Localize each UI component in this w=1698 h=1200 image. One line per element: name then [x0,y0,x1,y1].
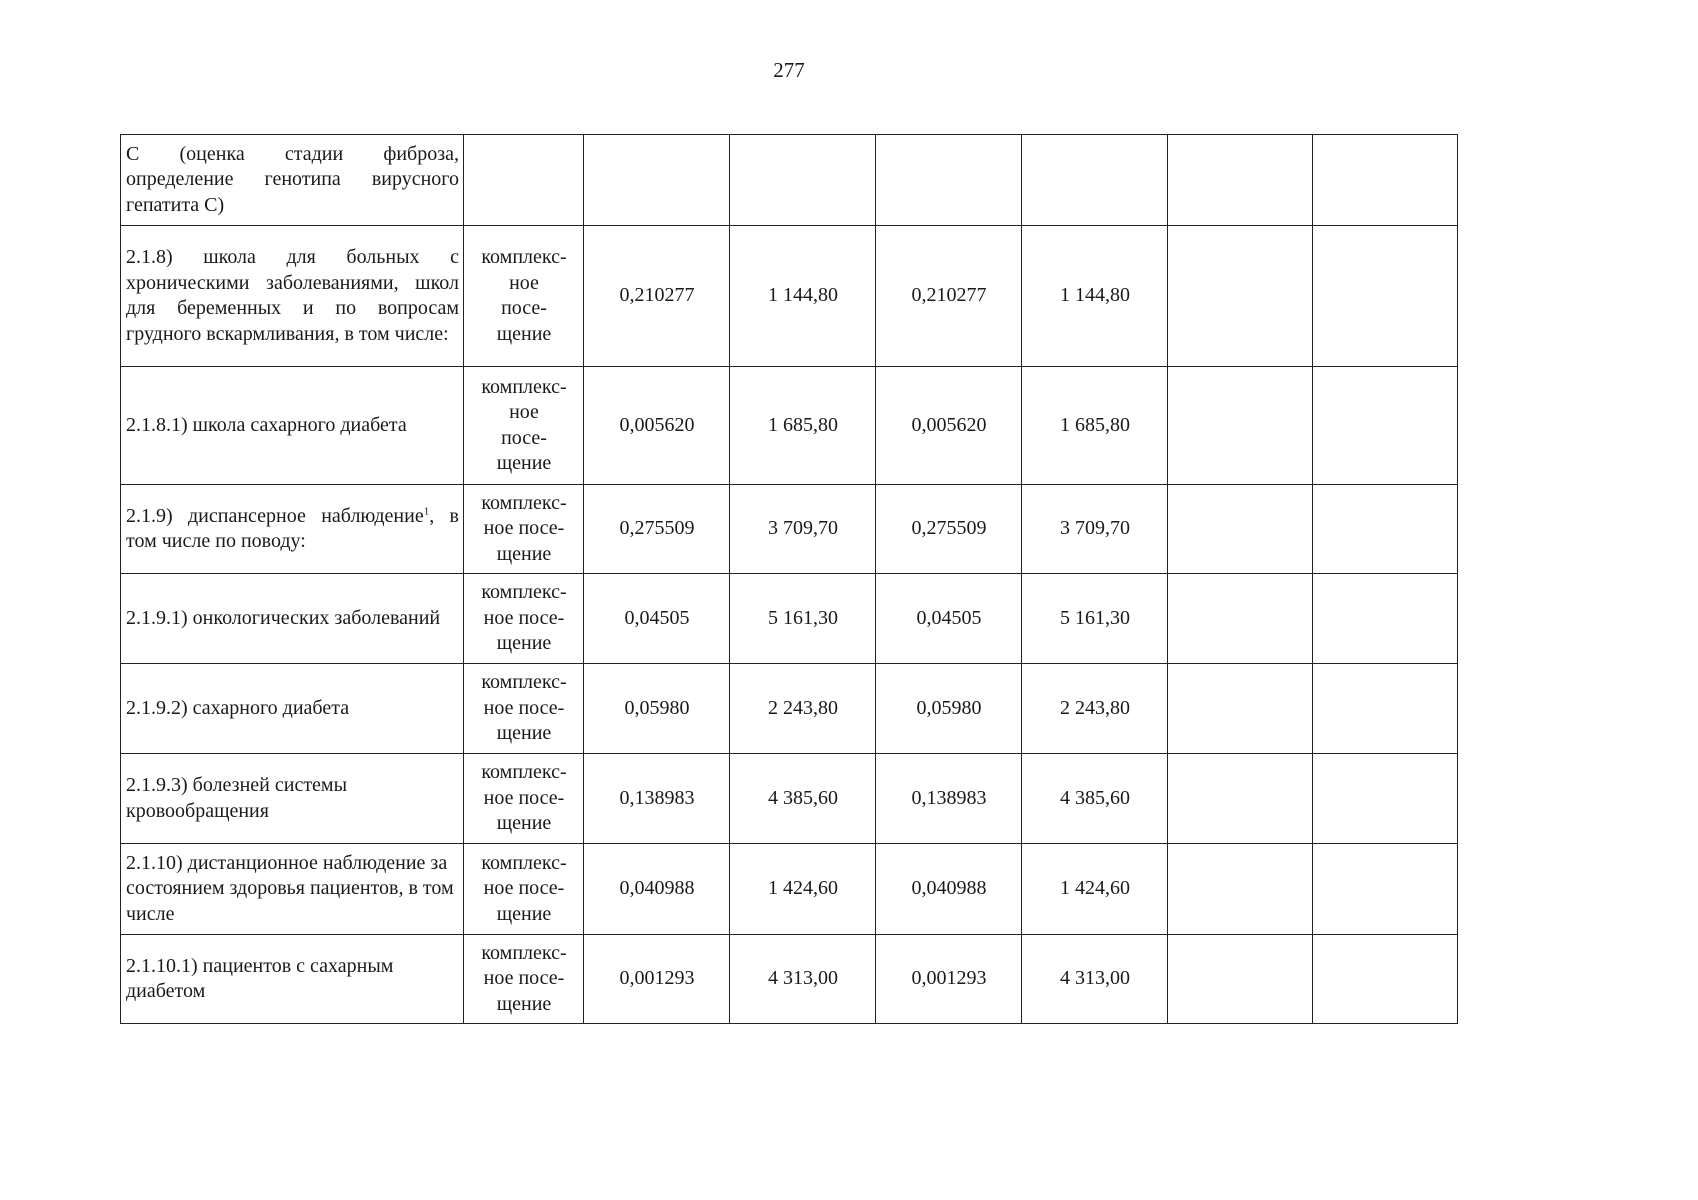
row-value-col5: 0,04505 [876,574,1022,664]
row-value-col8 [1313,226,1458,367]
row-value-col4: 4 385,60 [730,754,876,844]
row-value-col8 [1313,485,1458,574]
row-value-col5: 0,040988 [876,844,1022,935]
row-value-col6: 4 385,60 [1022,754,1168,844]
row-value-col4: 3 709,70 [730,485,876,574]
row-value-col8 [1313,367,1458,485]
table-row [121,664,1458,754]
row-value-col6: 4 313,00 [1022,935,1168,1024]
row-value-col8 [1313,844,1458,935]
row-value-col3: 0,210277 [584,226,730,367]
row-description: С (оценка стадии фиброза, определение генотипа вирусного гепатита С) [121,135,464,226]
row-value-col3: 0,138983 [584,754,730,844]
row-value-col8 [1313,135,1458,226]
row-value-col6: 1 144,80 [1022,226,1168,367]
row-value-col3 [584,135,730,226]
row-value-col6: 3 709,70 [1022,485,1168,574]
row-value-col8 [1313,935,1458,1024]
table-row [121,574,1458,664]
page-number: 277 [773,58,805,82]
row-unit: комплекс- ное посе- щение [464,226,584,367]
table-row [121,135,1458,226]
table-row [121,226,1458,367]
row-value-col7 [1168,574,1313,664]
table-row [121,935,1458,1024]
row-value-col7 [1168,664,1313,754]
row-unit: комплекс- ное посе- щение [464,844,584,935]
row-description: 2.1.9.3) болезней системы кровообращения [121,754,464,844]
row-unit: комплекс- ное посе- щение [464,367,584,485]
row-description: 2.1.8.1) школа сахарного диабета [121,367,464,485]
row-value-col3: 0,04505 [584,574,730,664]
row-unit: комплекс- ное посе- щение [464,574,584,664]
row-value-col3: 0,275509 [584,485,730,574]
table-row [121,367,1458,485]
row-value-col4: 1 685,80 [730,367,876,485]
row-value-col7 [1168,844,1313,935]
row-value-col7 [1168,485,1313,574]
table-row [121,844,1458,935]
row-value-col4: 1 424,60 [730,844,876,935]
row-value-col5: 0,138983 [876,754,1022,844]
footnote-marker: 1 [423,504,430,517]
row-value-col6: 1 685,80 [1022,367,1168,485]
row-value-col7 [1168,135,1313,226]
row-unit [464,135,584,226]
row-value-col4: 1 144,80 [730,226,876,367]
row-value-col4 [730,135,876,226]
row-value-col7 [1168,226,1313,367]
row-value-col3: 0,05980 [584,664,730,754]
row-value-col8 [1313,664,1458,754]
table-row [121,754,1458,844]
row-value-col3: 0,001293 [584,935,730,1024]
row-value-col7 [1168,935,1313,1024]
row-value-col5: 0,005620 [876,367,1022,485]
row-description: 2.1.9.1) онкологических заболеваний [121,574,464,664]
row-description-text: 2.1.9) диспансерное наблюдение [126,504,424,527]
row-value-col5: 0,275509 [876,485,1022,574]
row-value-col4: 2 243,80 [730,664,876,754]
row-unit: комплекс- ное посе- щение [464,754,584,844]
row-unit: комплекс- ное посе- щение [464,664,584,754]
row-description-tail: , в том числе по поводу: [126,504,459,552]
row-value-col6: 5 161,30 [1022,574,1168,664]
row-value-col6 [1022,135,1168,226]
row-value-col7 [1168,754,1313,844]
row-unit: комплекс- ное посе- щение [464,935,584,1024]
row-value-col7 [1168,367,1313,485]
row-description: 2.1.10.1) пациентов с сахарным диабетом [121,935,464,1024]
row-value-col3: 0,040988 [584,844,730,935]
row-value-col5: 0,210277 [876,226,1022,367]
row-description: 2.1.10) дистанционное наблюдение за состоянием здоровья пациентов, в том числе [121,844,464,935]
services-table [120,134,1458,1024]
row-description [121,485,464,574]
row-value-col6: 2 243,80 [1022,664,1168,754]
row-value-col5: 0,05980 [876,664,1022,754]
row-value-col3: 0,005620 [584,367,730,485]
row-value-col8 [1313,574,1458,664]
row-description: 2.1.9.2) сахарного диабета [121,664,464,754]
row-description: 2.1.8) школа для больных с хроническими заболеваниями, школ для беременных и по вопросам грудного вскармливания, в том числе: [121,226,464,367]
row-value-col8 [1313,754,1458,844]
row-value-col4: 5 161,30 [730,574,876,664]
row-value-col4: 4 313,00 [730,935,876,1024]
row-unit: комплекс- ное посе- щение [464,485,584,574]
table-row [121,485,1458,574]
row-value-col5 [876,135,1022,226]
row-value-col6: 1 424,60 [1022,844,1168,935]
row-value-col5: 0,001293 [876,935,1022,1024]
